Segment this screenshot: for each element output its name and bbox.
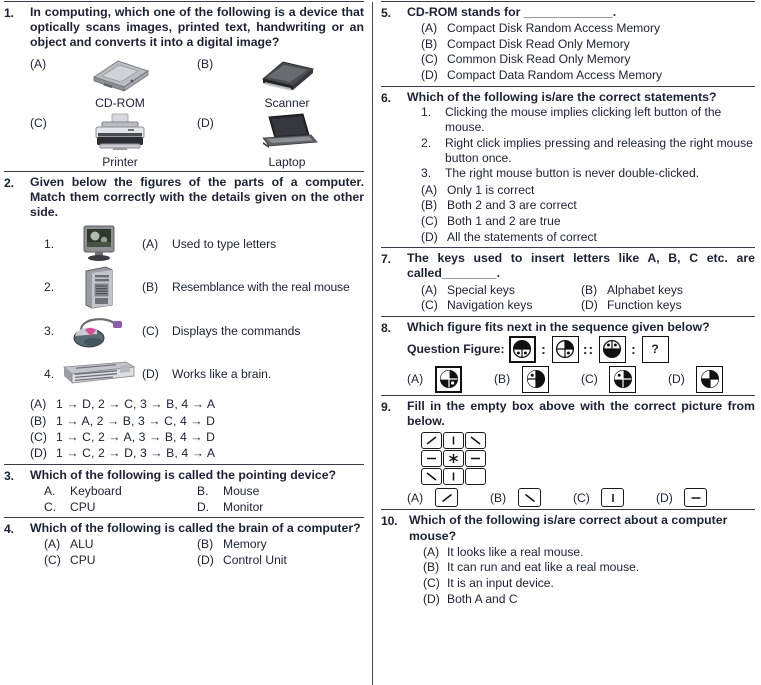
q6-options <box>407 183 755 245</box>
option-value: 1 → A, 2 → B, 3 → C, 4 → D <box>56 413 216 428</box>
option-value: Memory <box>223 537 267 552</box>
option-label: (C) <box>44 553 61 568</box>
option-c[interactable] <box>409 576 755 592</box>
option-label: A. <box>44 484 56 499</box>
sequence-separator-2: :: <box>582 341 595 358</box>
statement <box>407 105 755 136</box>
match-row <box>30 265 364 309</box>
q2-options <box>30 396 364 462</box>
option-label: (A) <box>421 282 438 297</box>
match-option-text: Resemblance with the real mouse <box>172 280 350 295</box>
option-a[interactable] <box>407 366 462 393</box>
option-b[interactable] <box>407 198 755 214</box>
statement-text: Right click implies pressing and releasing the right mouse button once. <box>445 135 753 165</box>
option-row <box>407 298 755 314</box>
option-a[interactable] <box>407 21 755 37</box>
option-d[interactable] <box>30 445 364 461</box>
option-label: (A) <box>421 182 438 197</box>
option-b[interactable] <box>494 366 549 393</box>
sequence-separator-3: : <box>631 341 636 358</box>
statement-number: 1. <box>421 104 432 119</box>
option-c[interactable] <box>407 214 755 230</box>
option-label: B. <box>197 484 209 499</box>
q6-statements <box>407 105 755 182</box>
option-label: (B) <box>30 413 47 428</box>
question-8 <box>381 320 755 393</box>
match-number: 2. <box>44 280 55 295</box>
option-label: C. <box>44 499 57 514</box>
option-row <box>30 537 364 553</box>
divider <box>4 464 364 465</box>
option-figure <box>696 366 723 393</box>
option-label: (C) <box>581 372 598 387</box>
option-c[interactable] <box>407 52 755 68</box>
option-c[interactable] <box>573 488 624 507</box>
sequence-answer-box[interactable]: ? <box>642 336 669 363</box>
grid-row <box>421 432 755 450</box>
match-option-text: Displays the commands <box>172 323 301 338</box>
option-row <box>407 183 755 199</box>
option-row <box>30 413 364 429</box>
match-option-label: (A) <box>142 236 159 251</box>
question-7 <box>381 251 755 314</box>
question-text: In computing, which one of the following is a device that optically scans images, printed text, handwriting or an object and converts it into a digital image? <box>30 5 364 50</box>
match-option-text: Works like a brain. <box>172 366 272 381</box>
circle-quadrant-figure-icon <box>602 339 622 359</box>
circle-quadrant-figure-icon <box>526 369 546 389</box>
statement <box>407 136 755 167</box>
option-value: Compact Disk Random Access Memory <box>447 21 661 36</box>
option-label: (D) <box>197 115 214 130</box>
option-caption: CD-ROM <box>95 95 145 110</box>
match-number: 4. <box>44 366 55 381</box>
question-1 <box>4 5 364 169</box>
statement-text: The right mouse button is never double-clicked. <box>445 166 700 181</box>
option-row <box>30 553 364 569</box>
option-label: (C) <box>421 298 438 313</box>
option-row <box>30 500 364 516</box>
option-a[interactable] <box>409 545 755 561</box>
grid-row <box>421 450 755 468</box>
option-row <box>407 68 755 84</box>
option-value: CPU <box>70 553 96 568</box>
statement-number: 3. <box>421 166 432 181</box>
laptop-icon <box>227 110 347 154</box>
option-row <box>30 445 364 461</box>
match-option-label: (C) <box>142 323 159 338</box>
keyboard-icon <box>56 359 142 389</box>
q5-options <box>407 21 755 83</box>
option-label: (B) <box>581 282 598 297</box>
question-text: Which of the following is/are correct about a computer mouse? <box>409 513 728 543</box>
question-figure-label: Question Figure: <box>407 342 505 357</box>
option-label: (D) <box>30 446 47 461</box>
option-value: It is an input device. <box>447 575 554 590</box>
crt-monitor-icon <box>56 224 142 264</box>
option-row <box>30 484 364 500</box>
option-b[interactable] <box>490 488 541 507</box>
grid-cell-horizontal-icon <box>421 450 442 467</box>
option-d[interactable] <box>668 366 723 393</box>
cpu-tower-icon <box>56 265 142 309</box>
option-value: All the statements of correct <box>447 229 597 244</box>
computer-mouse-icon <box>56 312 142 350</box>
statement <box>407 166 755 181</box>
option-label: (C) <box>30 115 47 130</box>
circle-quadrant-figure-icon <box>700 369 720 389</box>
question-text: CD-ROM stands for _____________. <box>407 5 617 19</box>
option-row <box>409 576 755 592</box>
question-3 <box>4 468 364 515</box>
circle-quadrant-figure-icon <box>439 369 459 389</box>
option-b[interactable] <box>197 484 364 500</box>
option-label: D. <box>197 499 210 514</box>
option-label: (D) <box>656 490 673 505</box>
option-vertical-icon <box>601 488 624 507</box>
option-label: (A) <box>30 56 47 71</box>
question-4 <box>4 521 364 568</box>
option-figure <box>609 366 636 393</box>
option-value: Keyboard <box>70 484 122 499</box>
option-value: Mouse <box>223 484 260 499</box>
grid-cell-slash-icon <box>421 432 442 449</box>
question-5 <box>381 5 755 84</box>
q1-option-c[interactable] <box>30 110 197 169</box>
q1-choice-row-2 <box>30 110 364 169</box>
option-label: (B) <box>197 537 214 552</box>
statement-text: Clicking the mouse implies clicking left button of the mouse. <box>445 104 722 135</box>
question-6 <box>381 90 755 246</box>
option-label: (A) <box>407 490 424 505</box>
question-text: Which figure fits next in the sequence given below? <box>407 319 710 334</box>
divider <box>4 171 364 172</box>
option-d[interactable] <box>197 553 364 569</box>
match-list <box>30 222 364 395</box>
option-a[interactable] <box>407 183 755 199</box>
match-option-text: Used to type letters <box>172 236 277 251</box>
question-text: Given below the figures of the parts of a computer. Match them correctly with the details given on the other side. <box>30 174 364 220</box>
left-column <box>0 0 372 685</box>
question-text: Which of the following is/are the correct statements? <box>407 89 717 104</box>
q9-options <box>407 488 755 507</box>
q1-option-d[interactable] <box>197 110 364 169</box>
option-value: ALU <box>70 537 94 552</box>
option-d[interactable] <box>407 68 755 84</box>
match-option-label: (D) <box>142 366 159 381</box>
match-row <box>30 222 364 265</box>
option-value: CPU <box>70 499 96 514</box>
circle-quadrant-figure-icon <box>613 369 633 389</box>
q1-option-b[interactable] <box>197 51 364 110</box>
option-label: (C) <box>573 490 590 505</box>
q4-options <box>30 537 364 568</box>
grid-cell-vertical-icon <box>443 432 464 449</box>
option-label: (B) <box>197 56 214 71</box>
option-c[interactable] <box>30 553 197 569</box>
divider <box>381 395 755 396</box>
option-d[interactable] <box>409 592 755 608</box>
option-label: (D) <box>581 298 598 313</box>
option-label: (D) <box>197 553 214 568</box>
q7-options <box>407 283 755 314</box>
option-a[interactable] <box>407 488 458 507</box>
divider <box>381 86 755 87</box>
option-d[interactable] <box>407 230 755 246</box>
option-figure <box>522 366 549 393</box>
option-row <box>409 592 755 608</box>
match-number: 1. <box>44 236 55 251</box>
option-slash-icon <box>435 488 458 507</box>
option-row <box>407 283 755 299</box>
sequence-figure-1 <box>509 336 536 363</box>
option-row <box>407 198 755 214</box>
question-text: The keys used to insert letters like A, B, C etc. are called________. <box>407 251 755 281</box>
grid-cell-horizontal-icon <box>465 450 486 467</box>
divider <box>381 1 755 2</box>
grid-cell-blank[interactable] <box>465 468 486 485</box>
match-row <box>30 352 364 395</box>
option-label: (A) <box>423 544 440 559</box>
question-number: 7. <box>381 252 391 267</box>
question-number: 5. <box>381 6 391 20</box>
circle-quadrant-figure-icon <box>555 339 575 359</box>
option-label: (B) <box>423 560 440 575</box>
match-row <box>30 309 364 352</box>
grid-cell-vertical-icon <box>443 468 464 485</box>
inkjet-printer-icon <box>60 110 180 154</box>
q8-options <box>407 366 755 393</box>
option-value: Compact Data Random Access Memory <box>447 67 663 82</box>
q3-options <box>30 484 364 515</box>
question-2 <box>4 175 364 462</box>
option-value: Monitor <box>223 499 264 514</box>
option-label: (B) <box>421 36 438 51</box>
option-d[interactable] <box>581 298 755 314</box>
divider <box>381 247 755 248</box>
question-number: 8. <box>381 320 391 335</box>
grid-cell-asterisk-icon <box>443 450 464 467</box>
option-figure <box>435 366 462 393</box>
option-b[interactable] <box>581 283 755 299</box>
option-a[interactable] <box>30 484 197 500</box>
match-number: 3. <box>44 323 55 338</box>
option-horizontal-icon <box>684 488 707 507</box>
circle-quadrant-figure-icon <box>512 339 532 359</box>
question-9 <box>381 399 755 507</box>
option-label: (C) <box>30 430 47 445</box>
option-d[interactable] <box>656 488 707 507</box>
option-caption: Laptop <box>268 154 306 169</box>
cd-rom-drive-icon <box>60 51 180 95</box>
option-row <box>407 214 755 230</box>
option-b[interactable] <box>407 37 755 53</box>
q1-choice-row-1 <box>30 51 364 110</box>
option-label: (A) <box>407 372 424 387</box>
option-value: Both 1 and 2 are true <box>447 214 561 228</box>
question-number: 4. <box>4 522 14 537</box>
q9-pattern-grid <box>421 432 755 486</box>
option-label: (A) <box>30 397 47 412</box>
question-number: 1. <box>4 6 14 20</box>
option-label: (D) <box>421 229 438 244</box>
question-number: 9. <box>381 399 391 414</box>
option-caption: Scanner <box>264 95 310 110</box>
question-text: Which of the following is called the brain of a computer? <box>30 521 361 536</box>
option-label: (C) <box>421 214 438 228</box>
grid-cell-backslash-icon <box>465 432 486 449</box>
divider <box>4 517 364 518</box>
option-c[interactable] <box>581 366 636 393</box>
option-row <box>407 230 755 246</box>
option-label: (D) <box>668 372 685 387</box>
option-label: (B) <box>421 198 438 213</box>
statement-number: 2. <box>421 135 432 150</box>
option-value: Compact Disk Read Only Memory <box>447 36 630 51</box>
grid-cell-backslash-icon <box>421 468 442 485</box>
question-number: 10. <box>381 514 398 529</box>
divider <box>381 509 755 510</box>
question-number: 6. <box>381 90 391 105</box>
option-a[interactable] <box>30 537 197 553</box>
question-10 <box>381 513 755 607</box>
option-b[interactable] <box>30 413 364 429</box>
option-a[interactable] <box>30 396 364 412</box>
option-value: Function keys <box>607 298 682 313</box>
option-row <box>30 396 364 412</box>
question-text: Fill in the empty box above with the correct picture from below. <box>407 398 755 429</box>
option-row <box>407 21 755 37</box>
match-option-label: (B) <box>142 280 159 295</box>
sequence-figure-2 <box>552 336 579 363</box>
option-value: Special keys <box>447 282 515 297</box>
option-c[interactable] <box>30 500 197 516</box>
option-value: Only 1 is correct <box>447 182 535 197</box>
option-label: (C) <box>421 52 438 67</box>
option-value: It looks like a real mouse. <box>447 544 584 559</box>
option-d[interactable] <box>197 500 364 516</box>
q1-option-a[interactable] <box>30 51 197 110</box>
option-c[interactable] <box>407 298 581 314</box>
option-row <box>407 52 755 68</box>
option-label: (C) <box>423 575 440 590</box>
sequence-separator-1: : <box>541 341 546 358</box>
option-label: (D) <box>423 591 440 606</box>
option-value: 1 → D, 2 → C, 3 → B, 4 → A <box>56 397 216 412</box>
sequence-figure-3 <box>599 336 626 363</box>
option-label: (A) <box>44 537 61 552</box>
option-value: It can run and eat like a real mouse. <box>447 560 640 575</box>
option-label: (B) <box>490 490 507 505</box>
option-b[interactable] <box>197 537 364 553</box>
option-label: (A) <box>421 21 438 36</box>
question-number: 2. <box>4 175 14 190</box>
option-value: 1 → C, 2 → D, 3 → B, 4 → A <box>56 446 216 461</box>
right-column <box>373 0 761 685</box>
option-label: (D) <box>421 67 438 82</box>
option-value: Both 2 and 3 are correct <box>447 198 577 213</box>
q10-options <box>409 545 755 607</box>
option-row <box>409 560 755 576</box>
option-value: Control Unit <box>223 553 287 568</box>
option-b[interactable] <box>409 560 755 576</box>
divider <box>4 1 364 2</box>
option-value: Common Disk Read Only Memory <box>447 52 631 67</box>
option-value: 1 → C, 2 → A, 3 → B, 4 → D <box>56 430 216 445</box>
flatbed-scanner-icon <box>227 51 347 95</box>
option-row <box>409 545 755 561</box>
question-number: 3. <box>4 468 14 483</box>
option-value: Navigation keys <box>447 298 533 313</box>
q8-sequence <box>407 336 755 363</box>
divider <box>381 316 755 317</box>
option-value: Both A and C <box>447 591 518 606</box>
option-a[interactable] <box>407 283 581 299</box>
option-c[interactable] <box>30 429 364 445</box>
grid-row <box>421 468 755 486</box>
option-label: (B) <box>494 372 511 387</box>
option-backslash-icon <box>518 488 541 507</box>
question-text: Which of the following is called the pointing device? <box>30 467 337 482</box>
option-row <box>407 37 755 53</box>
option-value: Alphabet keys <box>607 282 683 297</box>
option-row <box>30 429 364 445</box>
option-caption: Printer <box>102 154 138 169</box>
